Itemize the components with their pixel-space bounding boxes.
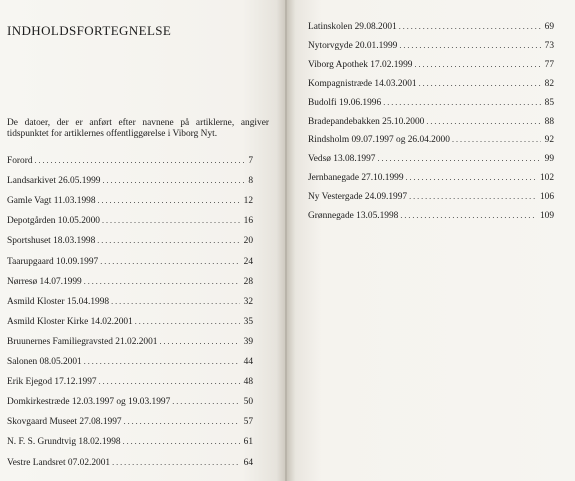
- toc-entry: [7, 276, 253, 288]
- toc-entry-title: Nørresø 14.07.1999: [7, 276, 82, 287]
- toc-entry-page-number: 69: [544, 22, 554, 32]
- dot-leader: [399, 21, 541, 33]
- toc-entry-page-number: 64: [243, 457, 253, 468]
- toc-entry-page-number: 20: [243, 236, 253, 247]
- toc-entry: [308, 191, 554, 203]
- toc-entry-title: Asmild Kloster Kirke 14.02.2001: [7, 316, 133, 327]
- toc-entry: [7, 316, 253, 328]
- dot-leader: [383, 97, 540, 109]
- toc-entry-title: Depotgården 10.05.2000: [7, 216, 100, 227]
- toc-entry-title: Taarupgaard 10.09.1997: [7, 256, 99, 267]
- toc-entry-page-number: 73: [544, 40, 554, 51]
- toc-entry: [308, 134, 554, 146]
- toc-entry-title: Forord: [7, 156, 33, 166]
- toc-entry: [7, 155, 253, 167]
- page-heading: INDHOLDSFORTEGNELSE: [7, 23, 172, 38]
- toc-entry: [308, 97, 554, 109]
- dot-leader: [124, 416, 240, 428]
- toc-entry: [308, 40, 554, 52]
- toc-entry: [7, 436, 253, 448]
- toc-entry-page-number: 32: [243, 296, 253, 307]
- dot-leader: [426, 116, 540, 128]
- toc-entry-title: Bradepandebakken 25.10.2000: [308, 116, 425, 127]
- toc-entry-page-number: 102: [539, 173, 554, 184]
- toc-entry-page-number: 85: [544, 97, 554, 108]
- toc-entry-page-number: 35: [243, 316, 253, 327]
- toc-entry-page-number: 57: [243, 417, 253, 428]
- dot-leader: [97, 235, 239, 247]
- toc-entry-title: Budolfi 19.06.1996: [308, 97, 382, 108]
- toc-entry-page-number: 48: [243, 377, 253, 388]
- toc-entry-title: Vedsø 13.08.1997: [308, 154, 376, 165]
- toc-entry-page-number: 44: [243, 357, 253, 367]
- toc-entry-title: Salonen 08.05.2001: [7, 357, 82, 367]
- toc-entry-page-number: 50: [243, 397, 253, 408]
- toc-entry-page-number: 7: [248, 156, 253, 166]
- toc-entry-page-number: 39: [243, 336, 253, 347]
- toc-entry-title: N. F. S. Grundtvig 18.02.1998: [7, 437, 121, 448]
- toc-entry: [308, 21, 554, 33]
- toc-entry-title: Domkirkestræde 12.03.1997 og 19.03.1997: [7, 397, 171, 408]
- toc-entry: [7, 175, 253, 187]
- left-page: [0, 0, 285, 481]
- toc-entry-page-number: 82: [544, 78, 554, 89]
- toc-entry: [308, 153, 554, 165]
- toc-entry-title: Landsarkivet 26.05.1999: [7, 176, 101, 187]
- toc-entry-page-number: 28: [243, 276, 253, 287]
- toc-entry-title: Skovgaard Museet 27.08.1997: [7, 417, 122, 428]
- dot-leader: [99, 376, 240, 388]
- dot-leader: [135, 316, 240, 328]
- toc-entry-page-number: 109: [539, 211, 554, 221]
- dot-leader: [377, 153, 540, 165]
- dot-leader: [84, 276, 240, 288]
- dot-leader: [35, 155, 245, 167]
- toc-entry-page-number: 61: [243, 437, 253, 448]
- toc-entry: [7, 256, 253, 268]
- toc-entry-title: Latinskolen 29.08.2001: [308, 22, 397, 32]
- dot-leader: [102, 215, 240, 227]
- toc-entry: [7, 396, 253, 408]
- toc-entry-title: Sportshuset 18.03.1998: [7, 236, 96, 247]
- toc-entry-title: Viborg Apothek 17.02.1999: [308, 59, 413, 70]
- toc-entry: [7, 356, 253, 368]
- toc-entry-title: Vestre Landsret 07.02.2001: [7, 457, 111, 468]
- dot-leader: [112, 457, 240, 469]
- toc-entry-page-number: 16: [243, 216, 253, 227]
- right-page: [287, 0, 575, 481]
- toc-entry-page-number: 77: [544, 59, 554, 70]
- dot-leader: [414, 59, 540, 71]
- dot-leader: [172, 396, 239, 408]
- toc-entry: [308, 78, 554, 90]
- dot-leader: [98, 195, 240, 207]
- dot-leader: [84, 356, 240, 368]
- toc-entry: [308, 172, 554, 184]
- toc-entry-title: Erik Ejegod 17.12.1997: [7, 377, 97, 388]
- dot-leader: [102, 175, 244, 187]
- toc-entry: [7, 215, 253, 227]
- dot-leader: [419, 78, 541, 90]
- dot-leader: [452, 134, 541, 146]
- toc-entry-page-number: 99: [544, 154, 554, 165]
- toc-entry-page-number: 92: [544, 135, 554, 146]
- toc-entry: [7, 235, 253, 247]
- dot-leader: [406, 172, 536, 184]
- toc-entry-title: Asmild Kloster 15.04.1998: [7, 296, 110, 307]
- toc-entry-title: Ny Vestergade 24.09.1997: [308, 192, 408, 203]
- toc-entry-title: Rindsholm 09.07.1997 og 26.04.2000: [308, 135, 450, 146]
- toc-entry-title: Bruunernes Familiegravsted 21.02.2001: [7, 336, 158, 347]
- dot-leader: [100, 256, 239, 268]
- intro-paragraph: De datoer, der er anført efter navnene på artiklerne, angiver tidspunktet for artiklernes offentliggørelse i Viborg Nyt.: [7, 118, 269, 139]
- toc-entry: [7, 195, 253, 207]
- toc-entry: [308, 59, 554, 71]
- toc-entry-page-number: 106: [539, 192, 554, 203]
- dot-leader: [123, 436, 240, 448]
- toc-entry: [7, 416, 253, 428]
- toc-entry-page-number: 24: [243, 256, 253, 267]
- toc-entry: [7, 296, 253, 308]
- toc-entry: [7, 336, 253, 348]
- dot-leader: [160, 336, 240, 348]
- toc-entry-page-number: 8: [248, 176, 253, 187]
- dot-leader: [111, 296, 240, 308]
- toc-entry-title: Kompagnistræde 14.03.2001: [308, 78, 417, 89]
- toc-entry-page-number: 12: [243, 196, 253, 207]
- toc-entry-page-number: 88: [544, 116, 554, 127]
- toc-entry-title: Grønnegade 13.05.1998: [308, 211, 399, 221]
- toc-entry-title: Gamle Vagt 11.03.1998: [7, 196, 96, 207]
- toc-entry-title: Jernbanegade 27.10.1999: [308, 173, 404, 184]
- toc-entry: [7, 376, 253, 388]
- toc-entry: [308, 210, 554, 222]
- toc-entry: [7, 457, 253, 469]
- dot-leader: [399, 40, 540, 52]
- dot-leader: [400, 210, 536, 222]
- toc-entry-title: Nytorvgyde 20.01.1999: [308, 40, 398, 51]
- dot-leader: [409, 191, 536, 203]
- toc-entry: [308, 116, 554, 128]
